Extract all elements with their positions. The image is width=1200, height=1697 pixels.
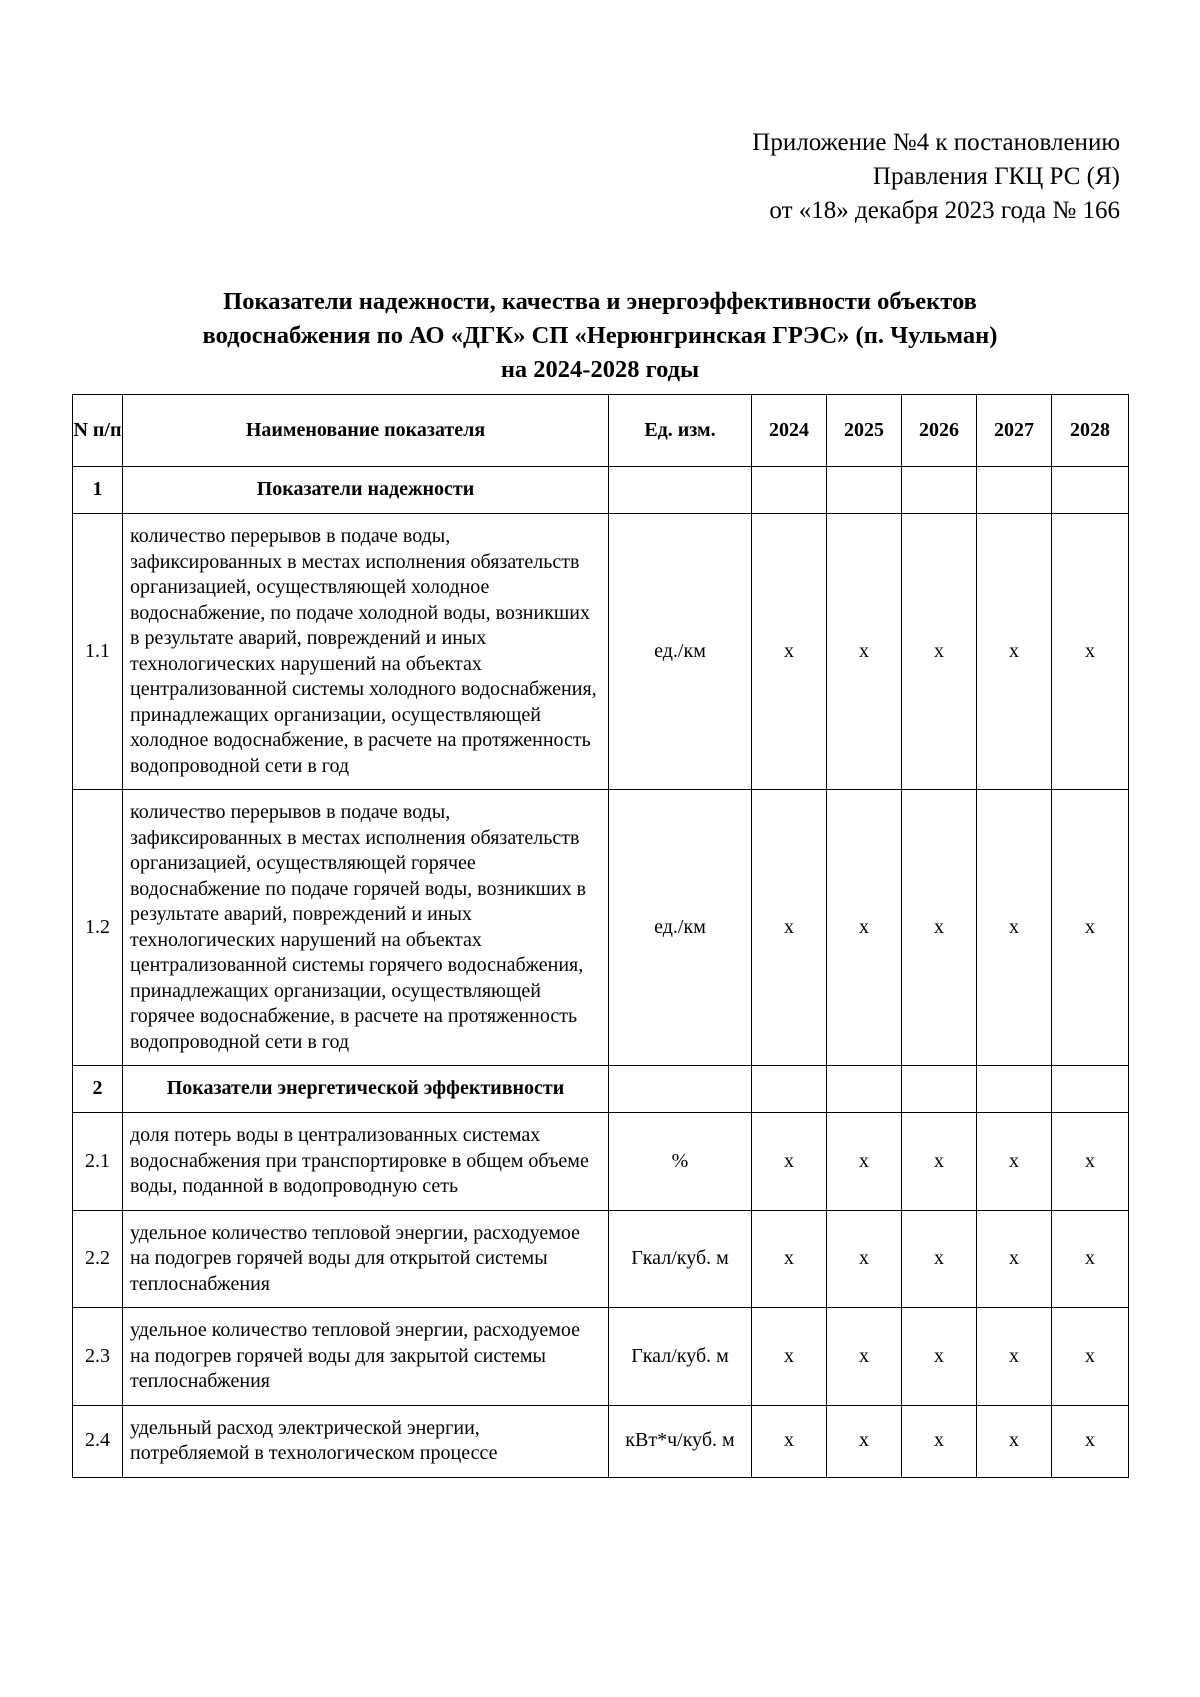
year-value: х <box>977 790 1052 1066</box>
row-number: 2.2 <box>73 1210 123 1308</box>
row-number: 2.1 <box>73 1113 123 1211</box>
column-header-year: 2026 <box>902 395 977 467</box>
title-line: водоснабжения по АО «ДГК» СП «Нерюнгринская ГРЭС» (п. Чульман) <box>202 322 998 349</box>
row-number: 1.1 <box>73 514 123 790</box>
title-line: Показатели надежности, качества и энергоэффективности объектов <box>223 288 977 315</box>
year-value: х <box>827 1308 902 1406</box>
row-number: 1.2 <box>73 790 123 1066</box>
indicator-unit: Гкал/куб. м <box>609 1308 752 1406</box>
indicator-unit: кВт*ч/куб. м <box>609 1405 752 1477</box>
year-value: х <box>827 514 902 790</box>
year-value: х <box>1052 1113 1129 1211</box>
indicator-name: удельное количество тепловой энергии, расходуемое на подогрев горячей воды для закрытой системы теплоснабжения <box>123 1308 609 1406</box>
appendix-line: от «18» декабря 2023 года № 166 <box>769 197 1120 224</box>
year-value: х <box>902 1113 977 1211</box>
indicators-table <box>72 394 1129 1478</box>
column-header-year: 2027 <box>977 395 1052 467</box>
indicator-name: количество перерывов в подаче воды, зафиксированных в местах исполнения обязательств организацией, осуществляющей горячее водоснабжение по подаче горячей воды, возникших в результате аварий, повреждений и иных технологических нарушений на объектах централизованной системы горячего водоснабжения, принадлежащих организации, осуществляющей горячее водоснабжение, в расчете на протяженность водопроводной сети в год <box>123 790 609 1066</box>
year-value: х <box>1052 790 1129 1066</box>
column-header-year: 2025 <box>827 395 902 467</box>
table-row <box>73 514 1129 790</box>
row-number: 2.4 <box>73 1405 123 1477</box>
column-header-num: N п/п <box>73 395 123 467</box>
year-value: х <box>977 1405 1052 1477</box>
row-number: 2.3 <box>73 1308 123 1406</box>
column-header-unit: Ед. изм. <box>609 395 752 467</box>
table-row <box>73 1405 1129 1477</box>
year-value: х <box>752 1210 827 1308</box>
year-value: х <box>1052 1405 1129 1477</box>
year-value: х <box>827 1113 902 1211</box>
indicator-unit: ед./км <box>609 514 752 790</box>
section-row <box>73 467 1129 514</box>
section-number: 2 <box>73 1066 123 1113</box>
indicator-unit: ед./км <box>609 790 752 1066</box>
year-value: х <box>827 790 902 1066</box>
year-value: х <box>752 1308 827 1406</box>
year-value: х <box>977 1308 1052 1406</box>
year-value: х <box>902 514 977 790</box>
year-value: х <box>827 1405 902 1477</box>
indicator-name: удельное количество тепловой энергии, расходуемое на подогрев горячей воды для открытой системы теплоснабжения <box>123 1210 609 1308</box>
indicator-unit: % <box>609 1113 752 1211</box>
document-title <box>72 285 1128 387</box>
table-row <box>73 1308 1129 1406</box>
table-row <box>73 1113 1129 1211</box>
title-line: на 2024-2028 годы <box>500 356 700 383</box>
year-value: х <box>1052 1308 1129 1406</box>
column-header-name: Наименование показателя <box>123 395 609 467</box>
appendix-reference <box>752 126 1120 228</box>
year-value: х <box>977 514 1052 790</box>
indicator-name: доля потерь воды в централизованных системах водоснабжения при транспортировке в общем объеме воды, поданной в водопроводную сеть <box>123 1113 609 1211</box>
section-row <box>73 1066 1129 1113</box>
year-value: х <box>752 1405 827 1477</box>
appendix-line: Приложение №4 к постановлению <box>752 129 1120 156</box>
section-title: Показатели энергетической эффективности <box>123 1066 609 1113</box>
year-value: х <box>977 1113 1052 1211</box>
table-header-row <box>73 395 1129 467</box>
year-value: х <box>752 1113 827 1211</box>
table-row <box>73 790 1129 1066</box>
appendix-line: Правления ГКЦ РС (Я) <box>872 163 1120 190</box>
year-value: х <box>977 1210 1052 1308</box>
indicator-unit: Гкал/куб. м <box>609 1210 752 1308</box>
year-value: х <box>902 1405 977 1477</box>
year-value: х <box>752 514 827 790</box>
column-header-year: 2024 <box>752 395 827 467</box>
year-value: х <box>902 1210 977 1308</box>
indicator-name: удельный расход электрической энергии, потребляемой в технологическом процессе <box>123 1405 609 1477</box>
year-value: х <box>902 1308 977 1406</box>
year-value: х <box>902 790 977 1066</box>
year-value: х <box>1052 1210 1129 1308</box>
section-title: Показатели надежности <box>123 467 609 514</box>
column-header-year: 2028 <box>1052 395 1129 467</box>
section-number: 1 <box>73 467 123 514</box>
year-value: х <box>1052 514 1129 790</box>
indicator-name: количество перерывов в подаче воды, зафиксированных в местах исполнения обязательств организацией, осуществляющей холодное водоснабжение, по подаче холодной воды, возникших в результате аварий, повреждений и иных технологических нарушений на объектах централизованной системы холодного водоснабжения, принадлежащих организации, осуществляющей холодное водоснабжение, в расчете на протяженность водопроводной сети в год <box>123 514 609 790</box>
table-row <box>73 1210 1129 1308</box>
year-value: х <box>752 790 827 1066</box>
year-value: х <box>827 1210 902 1308</box>
